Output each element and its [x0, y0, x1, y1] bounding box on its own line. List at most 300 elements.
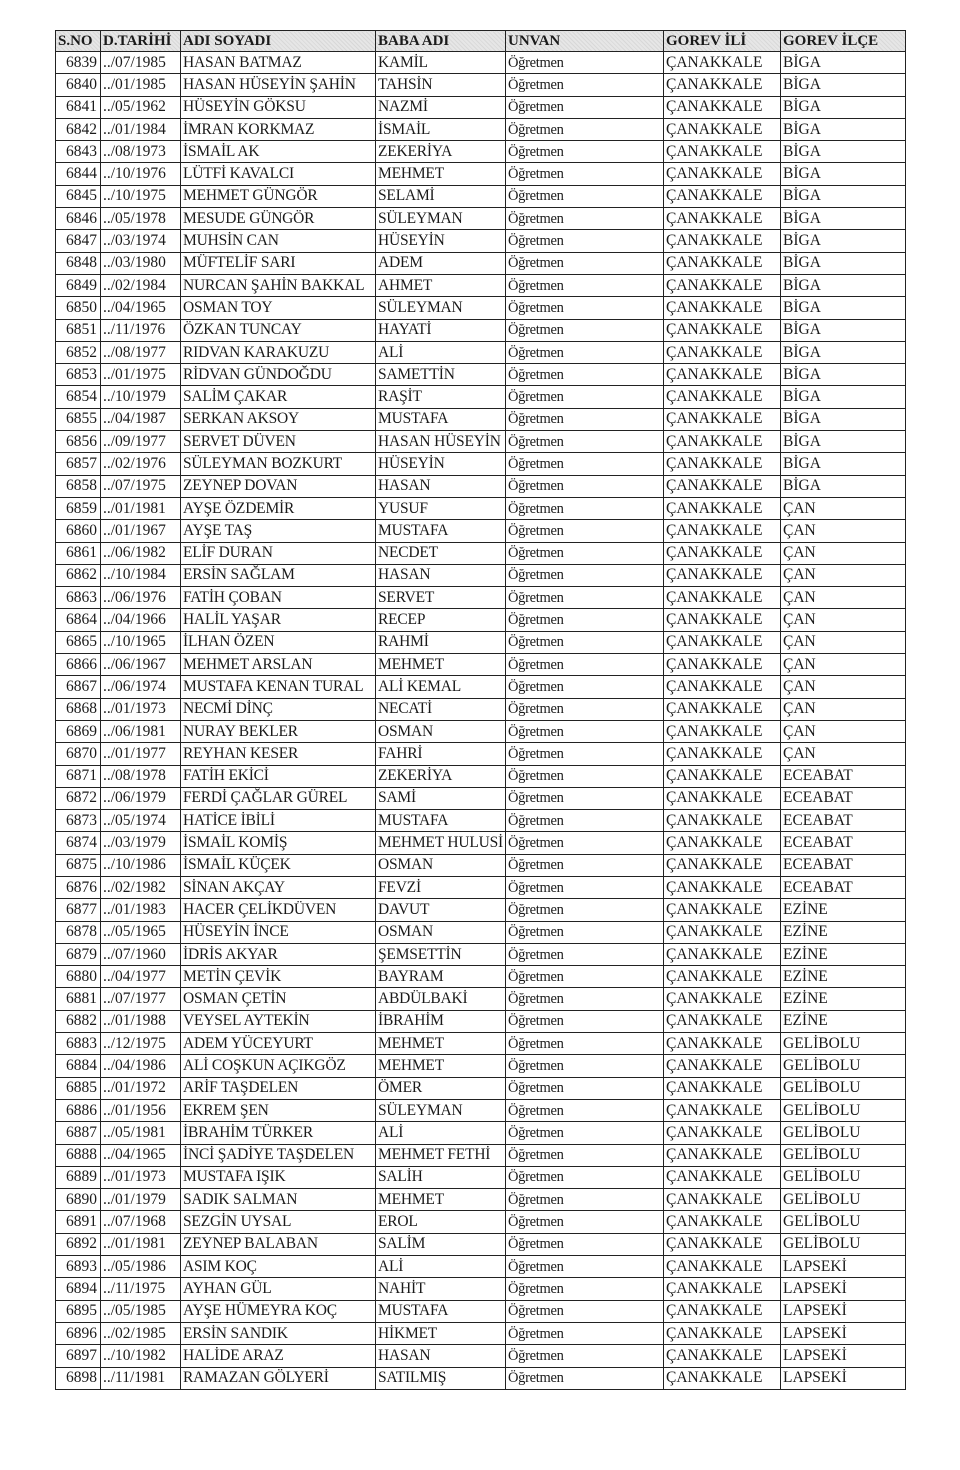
table-row: [56, 297, 906, 319]
cell-province: ÇANAKKALE: [664, 1077, 781, 1099]
table-row: [56, 185, 906, 207]
cell-full-name: SİNAN AKÇAY: [181, 876, 376, 898]
cell-birth-date: ../01/1979: [101, 1189, 181, 1211]
cell-sno: 6844: [56, 163, 101, 185]
cell-father-name: OSMAN: [376, 854, 506, 876]
cell-province: ÇANAKKALE: [664, 787, 781, 809]
cell-father-name: TAHSİN: [376, 74, 506, 96]
cell-birth-date: ../07/1968: [101, 1211, 181, 1233]
cell-full-name: ADEM YÜCEYURT: [181, 1033, 376, 1055]
cell-title: Öğretmen: [506, 966, 664, 988]
cell-birth-date: ../10/1986: [101, 854, 181, 876]
personnel-table: [55, 30, 906, 1390]
cell-title: Öğretmen: [506, 988, 664, 1010]
cell-province: ÇANAKKALE: [664, 386, 781, 408]
cell-title: Öğretmen: [506, 1233, 664, 1255]
cell-title: Öğretmen: [506, 319, 664, 341]
table-row: [56, 876, 906, 898]
cell-district: BİGA: [781, 408, 906, 430]
cell-district: ECEABAT: [781, 810, 906, 832]
cell-birth-date: ../03/1974: [101, 230, 181, 252]
cell-father-name: HÜSEYİN: [376, 453, 506, 475]
cell-sno: 6849: [56, 274, 101, 296]
cell-father-name: MUSTAFA: [376, 1300, 506, 1322]
cell-father-name: MEHMET: [376, 163, 506, 185]
table-row: [56, 497, 906, 519]
cell-title: Öğretmen: [506, 832, 664, 854]
cell-district: GELİBOLU: [781, 1033, 906, 1055]
table-row: [56, 587, 906, 609]
cell-birth-date: ../07/1985: [101, 52, 181, 74]
cell-sno: 6848: [56, 252, 101, 274]
cell-birth-date: ../05/1986: [101, 1256, 181, 1278]
cell-province: ÇANAKKALE: [664, 364, 781, 386]
cell-district: ECEABAT: [781, 854, 906, 876]
cell-full-name: MUHSİN CAN: [181, 230, 376, 252]
cell-father-name: ABDÜLBAKİ: [376, 988, 506, 1010]
cell-title: Öğretmen: [506, 364, 664, 386]
cell-full-name: AYHAN GÜL: [181, 1278, 376, 1300]
cell-province: ÇANAKKALE: [664, 118, 781, 140]
cell-father-name: HASAN: [376, 1345, 506, 1367]
cell-province: ÇANAKKALE: [664, 676, 781, 698]
cell-title: Öğretmen: [506, 1189, 664, 1211]
cell-full-name: METİN ÇEVİK: [181, 966, 376, 988]
cell-sno: 6895: [56, 1300, 101, 1322]
cell-birth-date: ../10/1965: [101, 631, 181, 653]
cell-birth-date: ../09/1977: [101, 431, 181, 453]
cell-father-name: MUSTAFA: [376, 810, 506, 832]
table-row: [56, 609, 906, 631]
cell-full-name: MUSTAFA IŞIK: [181, 1166, 376, 1188]
table-row: [56, 1322, 906, 1344]
cell-full-name: FATİH ÇOBAN: [181, 587, 376, 609]
cell-district: EZİNE: [781, 966, 906, 988]
cell-full-name: FATİH EKİCİ: [181, 765, 376, 787]
table-row: [56, 1144, 906, 1166]
cell-father-name: NECDET: [376, 542, 506, 564]
cell-sno: 6861: [56, 542, 101, 564]
cell-district: GELİBOLU: [781, 1233, 906, 1255]
cell-full-name: MEHMET ARSLAN: [181, 654, 376, 676]
cell-birth-date: ../01/1972: [101, 1077, 181, 1099]
cell-title: Öğretmen: [506, 743, 664, 765]
cell-province: ÇANAKKALE: [664, 297, 781, 319]
document-page: [55, 30, 906, 1390]
cell-district: BİGA: [781, 185, 906, 207]
table-row: [56, 631, 906, 653]
cell-province: ÇANAKKALE: [664, 1345, 781, 1367]
cell-province: ÇANAKKALE: [664, 341, 781, 363]
cell-father-name: ALİ KEMAL: [376, 676, 506, 698]
table-row: [56, 1077, 906, 1099]
table-body: [56, 52, 906, 1390]
cell-full-name: SÜLEYMAN BOZKURT: [181, 453, 376, 475]
cell-sno: 6883: [56, 1033, 101, 1055]
cell-province: ÇANAKKALE: [664, 631, 781, 653]
cell-birth-date: ../05/1981: [101, 1122, 181, 1144]
cell-province: ÇANAKKALE: [664, 1166, 781, 1188]
cell-district: BİGA: [781, 386, 906, 408]
cell-province: ÇANAKKALE: [664, 765, 781, 787]
cell-sno: 6862: [56, 564, 101, 586]
cell-full-name: MESUDE GÜNGÖR: [181, 208, 376, 230]
cell-birth-date: ../10/1979: [101, 386, 181, 408]
cell-birth-date: ../01/1981: [101, 1233, 181, 1255]
cell-father-name: NAZMİ: [376, 96, 506, 118]
cell-sno: 6889: [56, 1166, 101, 1188]
table-row: [56, 118, 906, 140]
cell-province: ÇANAKKALE: [664, 943, 781, 965]
cell-district: BİGA: [781, 230, 906, 252]
cell-father-name: SELAMİ: [376, 185, 506, 207]
cell-birth-date: ../05/1965: [101, 921, 181, 943]
cell-district: ÇAN: [781, 654, 906, 676]
cell-full-name: RAMAZAN GÖLYERİ: [181, 1367, 376, 1389]
cell-district: ÇAN: [781, 676, 906, 698]
cell-province: ÇANAKKALE: [664, 1189, 781, 1211]
cell-province: ÇANAKKALE: [664, 74, 781, 96]
cell-father-name: HÜSEYİN: [376, 230, 506, 252]
table-row: [56, 1099, 906, 1121]
cell-full-name: LÜTFİ KAVALCI: [181, 163, 376, 185]
cell-title: Öğretmen: [506, 163, 664, 185]
cell-sno: 6897: [56, 1345, 101, 1367]
cell-full-name: HALİDE ARAZ: [181, 1345, 376, 1367]
cell-sno: 6881: [56, 988, 101, 1010]
cell-sno: 6894: [56, 1278, 101, 1300]
cell-birth-date: ../11/1975: [101, 1278, 181, 1300]
table-row: [56, 453, 906, 475]
cell-birth-date: ../10/1982: [101, 1345, 181, 1367]
cell-province: ÇANAKKALE: [664, 1322, 781, 1344]
table-row: [56, 1122, 906, 1144]
header-district: GOREV İLÇE: [781, 31, 906, 52]
cell-sno: 6853: [56, 364, 101, 386]
cell-district: ÇAN: [781, 520, 906, 542]
cell-full-name: İSMAİL KÜÇEK: [181, 854, 376, 876]
cell-province: ÇANAKKALE: [664, 319, 781, 341]
cell-district: ECEABAT: [781, 765, 906, 787]
cell-district: BİGA: [781, 319, 906, 341]
cell-full-name: AYŞE ÖZDEMİR: [181, 497, 376, 519]
table-row: [56, 1211, 906, 1233]
header-father-name: BABA ADI: [376, 31, 506, 52]
cell-sno: 6876: [56, 876, 101, 898]
table-row: [56, 431, 906, 453]
table-row: [56, 386, 906, 408]
cell-birth-date: ../07/1960: [101, 943, 181, 965]
cell-sno: 6896: [56, 1322, 101, 1344]
cell-title: Öğretmen: [506, 1278, 664, 1300]
table-row: [56, 1033, 906, 1055]
cell-title: Öğretmen: [506, 1256, 664, 1278]
cell-full-name: AYŞE HÜMEYRA KOÇ: [181, 1300, 376, 1322]
cell-district: BİGA: [781, 52, 906, 74]
cell-district: ÇAN: [781, 587, 906, 609]
cell-sno: 6857: [56, 453, 101, 475]
cell-birth-date: ../05/1978: [101, 208, 181, 230]
cell-district: BİGA: [781, 141, 906, 163]
cell-full-name: İDRİS AKYAR: [181, 943, 376, 965]
cell-father-name: FEVZİ: [376, 876, 506, 898]
cell-full-name: SEZGİN UYSAL: [181, 1211, 376, 1233]
table-row: [56, 720, 906, 742]
cell-province: ÇANAKKALE: [664, 1367, 781, 1389]
cell-sno: 6878: [56, 921, 101, 943]
cell-father-name: MEHMET: [376, 654, 506, 676]
cell-province: ÇANAKKALE: [664, 832, 781, 854]
cell-province: ÇANAKKALE: [664, 1256, 781, 1278]
cell-birth-date: ../04/1965: [101, 1144, 181, 1166]
cell-full-name: MÜFTELİF SARI: [181, 252, 376, 274]
table-row: [56, 475, 906, 497]
cell-sno: 6875: [56, 854, 101, 876]
cell-birth-date: ../01/1967: [101, 520, 181, 542]
cell-sno: 6858: [56, 475, 101, 497]
cell-title: Öğretmen: [506, 185, 664, 207]
cell-birth-date: ../01/1981: [101, 497, 181, 519]
cell-province: ÇANAKKALE: [664, 698, 781, 720]
table-row: [56, 230, 906, 252]
cell-sno: 6865: [56, 631, 101, 653]
cell-father-name: SÜLEYMAN: [376, 1099, 506, 1121]
cell-sno: 6847: [56, 230, 101, 252]
cell-province: ÇANAKKALE: [664, 609, 781, 631]
cell-full-name: ZEYNEP BALABAN: [181, 1233, 376, 1255]
cell-father-name: SAMİ: [376, 787, 506, 809]
cell-title: Öğretmen: [506, 1345, 664, 1367]
cell-title: Öğretmen: [506, 587, 664, 609]
cell-title: Öğretmen: [506, 520, 664, 542]
cell-father-name: EROL: [376, 1211, 506, 1233]
table-row: [56, 341, 906, 363]
cell-province: ÇANAKKALE: [664, 252, 781, 274]
cell-father-name: MUSTAFA: [376, 520, 506, 542]
cell-province: ÇANAKKALE: [664, 185, 781, 207]
cell-full-name: AYŞE TAŞ: [181, 520, 376, 542]
cell-sno: 6863: [56, 587, 101, 609]
cell-title: Öğretmen: [506, 274, 664, 296]
cell-title: Öğretmen: [506, 141, 664, 163]
cell-district: GELİBOLU: [781, 1166, 906, 1188]
cell-birth-date: ../05/1962: [101, 96, 181, 118]
cell-full-name: OSMAN ÇETİN: [181, 988, 376, 1010]
cell-sno: 6898: [56, 1367, 101, 1389]
cell-full-name: İNCİ ŞADİYE TAŞDELEN: [181, 1144, 376, 1166]
cell-birth-date: ../04/1987: [101, 408, 181, 430]
cell-full-name: RIDVAN KARAKUZU: [181, 341, 376, 363]
cell-father-name: SERVET: [376, 587, 506, 609]
table-row: [56, 208, 906, 230]
cell-title: Öğretmen: [506, 1144, 664, 1166]
cell-district: EZİNE: [781, 943, 906, 965]
cell-district: ÇAN: [781, 698, 906, 720]
table-row: [56, 564, 906, 586]
cell-district: GELİBOLU: [781, 1055, 906, 1077]
cell-province: ÇANAKKALE: [664, 921, 781, 943]
cell-birth-date: ../04/1986: [101, 1055, 181, 1077]
cell-birth-date: ../08/1973: [101, 141, 181, 163]
table-row: [56, 52, 906, 74]
cell-sno: 6892: [56, 1233, 101, 1255]
header-birth-date: D.TARİHİ: [101, 31, 181, 52]
cell-province: ÇANAKKALE: [664, 654, 781, 676]
cell-full-name: SERVET DÜVEN: [181, 431, 376, 453]
cell-birth-date: ../01/1973: [101, 1166, 181, 1188]
cell-province: ÇANAKKALE: [664, 1055, 781, 1077]
cell-district: ÇAN: [781, 743, 906, 765]
cell-full-name: HASAN HÜSEYİN ŞAHİN: [181, 74, 376, 96]
cell-title: Öğretmen: [506, 1166, 664, 1188]
cell-birth-date: ../04/1965: [101, 297, 181, 319]
cell-title: Öğretmen: [506, 854, 664, 876]
cell-father-name: ZEKERİYA: [376, 141, 506, 163]
cell-full-name: REYHAN KESER: [181, 743, 376, 765]
cell-province: ÇANAKKALE: [664, 810, 781, 832]
cell-birth-date: ../10/1984: [101, 564, 181, 586]
cell-father-name: SALİM: [376, 1233, 506, 1255]
cell-province: ÇANAKKALE: [664, 1144, 781, 1166]
cell-father-name: MEHMET FETHİ: [376, 1144, 506, 1166]
cell-province: ÇANAKKALE: [664, 564, 781, 586]
cell-province: ÇANAKKALE: [664, 542, 781, 564]
cell-district: ÇAN: [781, 631, 906, 653]
cell-district: GELİBOLU: [781, 1211, 906, 1233]
cell-sno: 6884: [56, 1055, 101, 1077]
cell-full-name: EKREM ŞEN: [181, 1099, 376, 1121]
cell-full-name: ZEYNEP DOVAN: [181, 475, 376, 497]
cell-province: ÇANAKKALE: [664, 163, 781, 185]
cell-district: ECEABAT: [781, 787, 906, 809]
cell-father-name: OSMAN: [376, 720, 506, 742]
table-row: [56, 163, 906, 185]
cell-birth-date: ../05/1974: [101, 810, 181, 832]
cell-father-name: OSMAN: [376, 921, 506, 943]
cell-father-name: HİKMET: [376, 1322, 506, 1344]
cell-full-name: HÜSEYİN İNCE: [181, 921, 376, 943]
cell-sno: 6864: [56, 609, 101, 631]
cell-province: ÇANAKKALE: [664, 453, 781, 475]
cell-district: ÇAN: [781, 564, 906, 586]
cell-full-name: İLHAN ÖZEN: [181, 631, 376, 653]
cell-father-name: ADEM: [376, 252, 506, 274]
cell-sno: 6867: [56, 676, 101, 698]
cell-district: BİGA: [781, 274, 906, 296]
cell-birth-date: ../01/1988: [101, 1010, 181, 1032]
cell-title: Öğretmen: [506, 475, 664, 497]
table-row: [56, 1300, 906, 1322]
cell-province: ÇANAKKALE: [664, 1122, 781, 1144]
cell-father-name: HASAN: [376, 564, 506, 586]
cell-full-name: ASIM KOÇ: [181, 1256, 376, 1278]
cell-province: ÇANAKKALE: [664, 720, 781, 742]
cell-title: Öğretmen: [506, 1122, 664, 1144]
cell-title: Öğretmen: [506, 1077, 664, 1099]
cell-title: Öğretmen: [506, 453, 664, 475]
cell-district: BİGA: [781, 341, 906, 363]
cell-district: BİGA: [781, 96, 906, 118]
cell-birth-date: ../07/1975: [101, 475, 181, 497]
cell-sno: 6852: [56, 341, 101, 363]
cell-full-name: HASAN BATMAZ: [181, 52, 376, 74]
cell-title: Öğretmen: [506, 631, 664, 653]
cell-district: EZİNE: [781, 1010, 906, 1032]
table-row: [56, 542, 906, 564]
cell-father-name: YUSUF: [376, 497, 506, 519]
cell-father-name: RAŞİT: [376, 386, 506, 408]
cell-district: ÇAN: [781, 542, 906, 564]
cell-birth-date: ../08/1978: [101, 765, 181, 787]
cell-sno: 6882: [56, 1010, 101, 1032]
cell-title: Öğretmen: [506, 1322, 664, 1344]
cell-title: Öğretmen: [506, 787, 664, 809]
cell-sno: 6855: [56, 408, 101, 430]
cell-father-name: BAYRAM: [376, 966, 506, 988]
cell-province: ÇANAKKALE: [664, 743, 781, 765]
cell-birth-date: ../01/1983: [101, 899, 181, 921]
cell-father-name: FAHRİ: [376, 743, 506, 765]
cell-father-name: ZEKERİYA: [376, 765, 506, 787]
cell-title: Öğretmen: [506, 654, 664, 676]
cell-province: ÇANAKKALE: [664, 408, 781, 430]
cell-province: ÇANAKKALE: [664, 587, 781, 609]
cell-title: Öğretmen: [506, 386, 664, 408]
cell-province: ÇANAKKALE: [664, 230, 781, 252]
cell-province: ÇANAKKALE: [664, 475, 781, 497]
cell-father-name: MEHMET: [376, 1033, 506, 1055]
cell-sno: 6885: [56, 1077, 101, 1099]
cell-full-name: MUSTAFA KENAN TURAL: [181, 676, 376, 698]
table-row: [56, 408, 906, 430]
cell-father-name: NAHİT: [376, 1278, 506, 1300]
cell-sno: 6890: [56, 1189, 101, 1211]
cell-full-name: RİDVAN GÜNDOĞDU: [181, 364, 376, 386]
cell-title: Öğretmen: [506, 676, 664, 698]
cell-sno: 6887: [56, 1122, 101, 1144]
cell-district: LAPSEKİ: [781, 1367, 906, 1389]
table-row: [56, 96, 906, 118]
cell-title: Öğretmen: [506, 1033, 664, 1055]
cell-birth-date: ../06/1979: [101, 787, 181, 809]
cell-father-name: KAMİL: [376, 52, 506, 74]
cell-father-name: DAVUT: [376, 899, 506, 921]
cell-birth-date: ../12/1975: [101, 1033, 181, 1055]
table-row: [56, 252, 906, 274]
cell-sno: 6841: [56, 96, 101, 118]
cell-father-name: MEHMET: [376, 1055, 506, 1077]
table-row: [56, 787, 906, 809]
cell-district: EZİNE: [781, 988, 906, 1010]
cell-birth-date: ../06/1981: [101, 720, 181, 742]
cell-sno: 6850: [56, 297, 101, 319]
table-row: [56, 1345, 906, 1367]
table-row: [56, 1256, 906, 1278]
cell-sno: 6845: [56, 185, 101, 207]
cell-title: Öğretmen: [506, 230, 664, 252]
cell-sno: 6872: [56, 787, 101, 809]
cell-district: GELİBOLU: [781, 1144, 906, 1166]
table-row: [56, 743, 906, 765]
cell-birth-date: ../11/1981: [101, 1367, 181, 1389]
header-full-name: ADI SOYADI: [181, 31, 376, 52]
cell-district: LAPSEKİ: [781, 1345, 906, 1367]
cell-full-name: HATİCE İBİLİ: [181, 810, 376, 832]
cell-district: BİGA: [781, 431, 906, 453]
cell-title: Öğretmen: [506, 497, 664, 519]
cell-full-name: ERSİN SANDIK: [181, 1322, 376, 1344]
cell-father-name: ALİ: [376, 341, 506, 363]
